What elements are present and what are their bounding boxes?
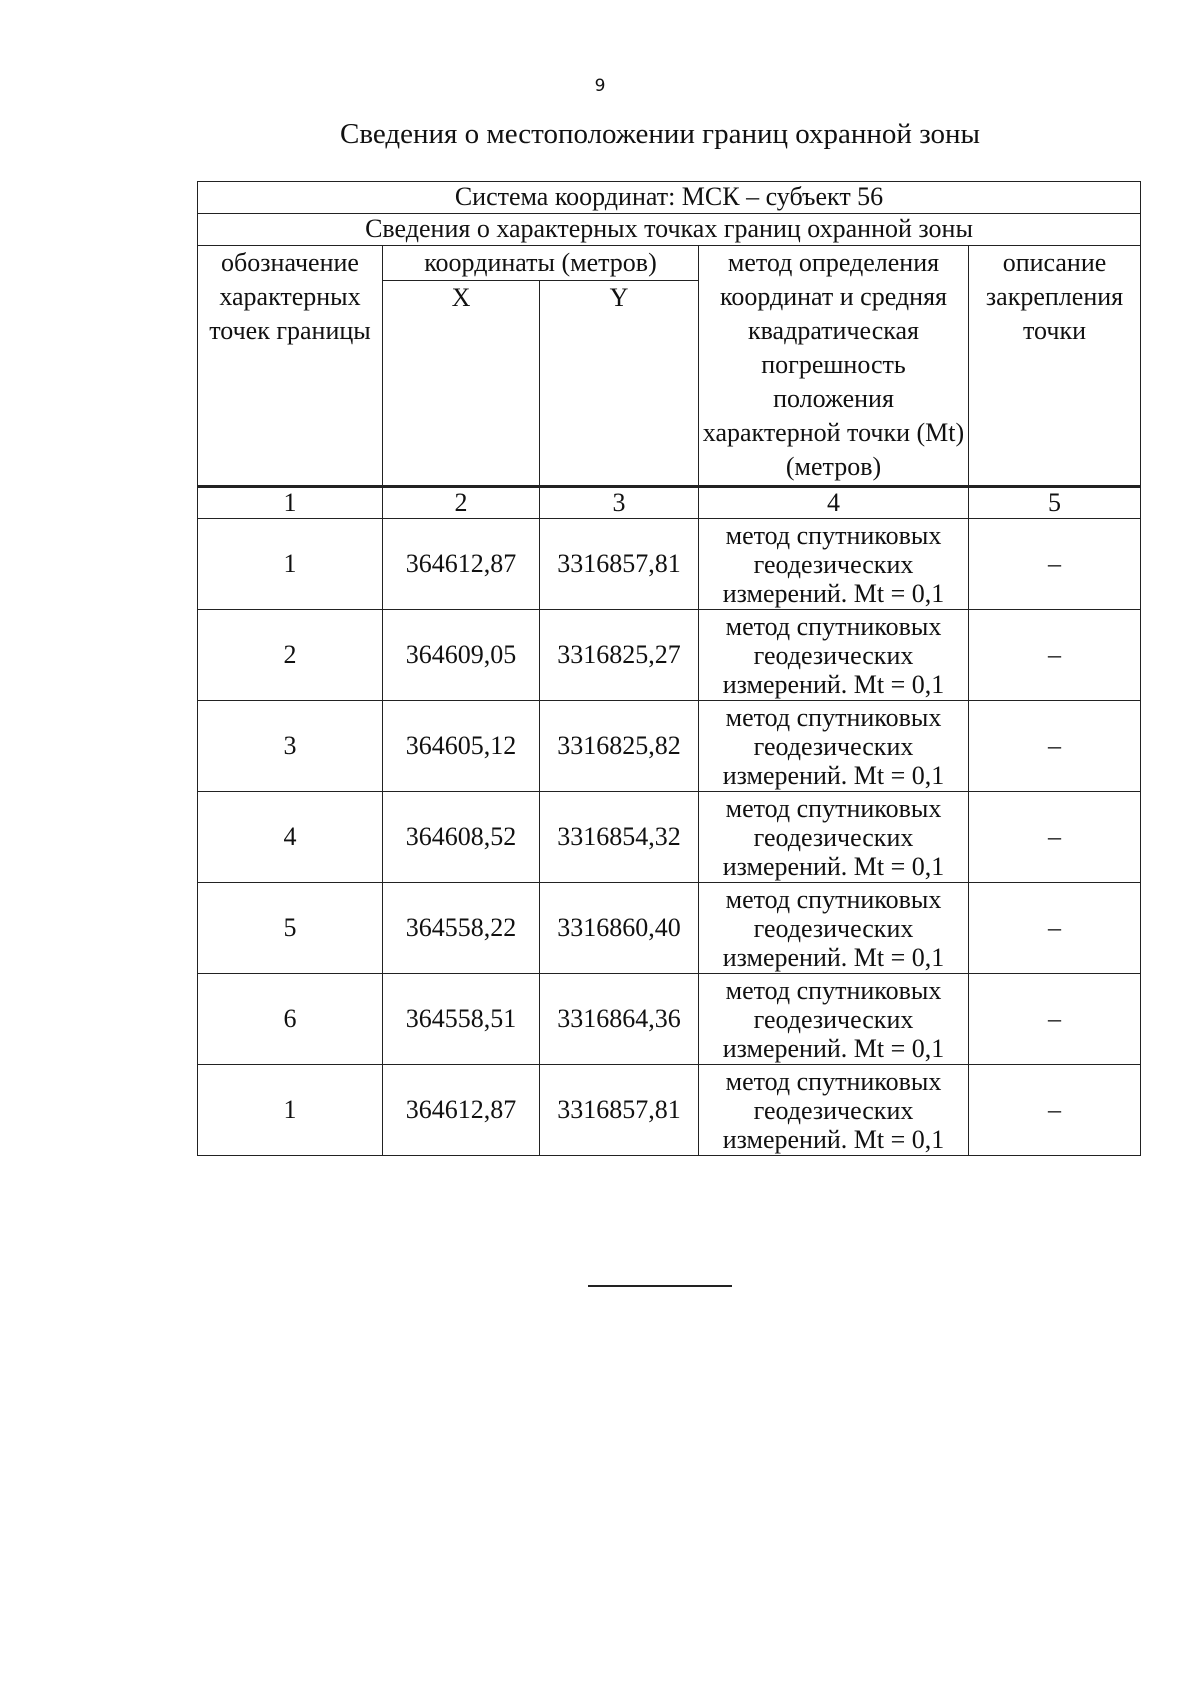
description-cell: –	[969, 883, 1141, 974]
method-cell: метод спутниковых геодезических измерений. Mt = 0,1	[699, 701, 969, 792]
coord-system-cell: Система координат: МСК – субъект 56	[198, 182, 1141, 214]
method-cell: метод спутниковых геодезических измерений. Mt = 0,1	[699, 610, 969, 701]
description-cell: –	[969, 519, 1141, 610]
method-cell: метод спутниковых геодезических измерений. Mt = 0,1	[699, 974, 969, 1065]
y-cell: 3316854,32	[540, 792, 699, 883]
y-cell: 3316857,81	[540, 519, 699, 610]
column-number: 2	[383, 487, 540, 519]
coordinates-table	[197, 181, 1141, 1156]
description-cell: –	[969, 974, 1141, 1065]
point-cell: 5	[198, 883, 383, 974]
point-cell: 6	[198, 974, 383, 1065]
end-divider	[588, 1285, 732, 1287]
y-cell: 3316825,82	[540, 701, 699, 792]
point-cell: 4	[198, 792, 383, 883]
column-number: 4	[699, 487, 969, 519]
table-row	[198, 792, 1141, 883]
x-cell: 364609,05	[383, 610, 540, 701]
x-cell: 364612,87	[383, 1065, 540, 1156]
x-cell: 364558,22	[383, 883, 540, 974]
header-description: описание закрепления точки	[969, 246, 1141, 487]
x-cell: 364608,52	[383, 792, 540, 883]
table-row	[198, 1065, 1141, 1156]
table-row	[198, 610, 1141, 701]
page-number: 9	[594, 76, 606, 96]
column-number: 1	[198, 487, 383, 519]
y-cell: 3316860,40	[540, 883, 699, 974]
column-number: 3	[540, 487, 699, 519]
x-cell: 364558,51	[383, 974, 540, 1065]
header-coordinates: координаты (метров)	[383, 246, 699, 281]
x-cell: 364612,87	[383, 519, 540, 610]
header-x: X	[383, 281, 540, 487]
description-cell: –	[969, 610, 1141, 701]
column-numbers-row	[198, 487, 1141, 519]
page-title: Сведения о местоположении границ охранной зоны	[339, 118, 980, 150]
point-cell: 3	[198, 701, 383, 792]
point-cell: 1	[198, 1065, 383, 1156]
column-number: 5	[969, 487, 1141, 519]
points-caption-cell: Сведения о характерных точках границ охранной зоны	[198, 214, 1141, 246]
x-cell: 364605,12	[383, 701, 540, 792]
description-cell: –	[969, 1065, 1141, 1156]
table-row	[198, 883, 1141, 974]
header-row	[198, 246, 1141, 281]
header-method: метод определения координат и средняя квадратическая погрешность положения характерной точки (Mt) (метров)	[699, 246, 969, 487]
table-row	[198, 974, 1141, 1065]
point-cell: 1	[198, 519, 383, 610]
method-cell: метод спутниковых геодезических измерений. Mt = 0,1	[699, 792, 969, 883]
description-cell: –	[969, 792, 1141, 883]
method-cell: метод спутниковых геодезических измерений. Mt = 0,1	[699, 519, 969, 610]
header-y: Y	[540, 281, 699, 487]
y-cell: 3316864,36	[540, 974, 699, 1065]
coord-system-row	[198, 182, 1141, 214]
y-cell: 3316825,27	[540, 610, 699, 701]
table-row	[198, 519, 1141, 610]
table-row	[198, 701, 1141, 792]
points-caption-row	[198, 214, 1141, 246]
description-cell: –	[969, 701, 1141, 792]
header-designation: обозначение характерных точек границы	[198, 246, 383, 487]
method-cell: метод спутниковых геодезических измерений. Mt = 0,1	[699, 1065, 969, 1156]
point-cell: 2	[198, 610, 383, 701]
y-cell: 3316857,81	[540, 1065, 699, 1156]
method-cell: метод спутниковых геодезических измерений. Mt = 0,1	[699, 883, 969, 974]
